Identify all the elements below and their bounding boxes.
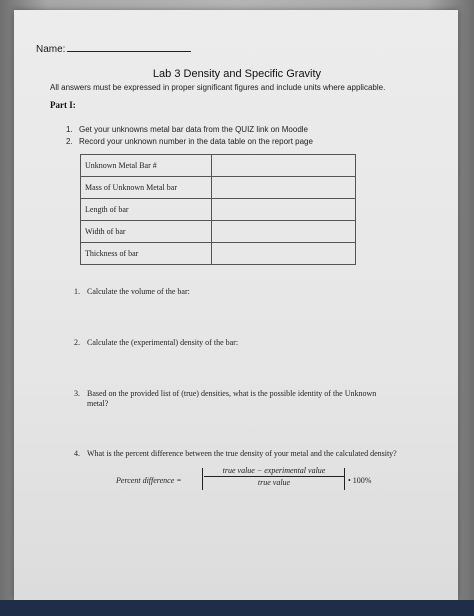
- question-text: Calculate the (experimental) density of the bar:: [87, 338, 239, 347]
- table-row-label: Thickness of bar: [81, 243, 212, 265]
- question-number: 3.: [74, 389, 80, 398]
- question-item: [74, 389, 392, 409]
- formula-denominator: true value: [257, 478, 291, 487]
- abs-bar-left: [202, 468, 203, 490]
- table-row: [81, 199, 356, 221]
- worksheet-page: [14, 10, 458, 600]
- formula-lhs: Percent difference =: [116, 476, 182, 485]
- question-number: 1.: [74, 287, 80, 296]
- question-item: [74, 287, 394, 297]
- part-heading: Part I:: [50, 100, 76, 110]
- question-text: What is the percent difference between the true density of your metal and the calculated density?: [87, 449, 397, 458]
- table-row-label: Width of bar: [81, 221, 212, 243]
- data-table: [80, 154, 356, 265]
- step-item: [66, 136, 313, 148]
- abs-bar-right: [344, 468, 345, 490]
- table-cell-value: [212, 155, 356, 177]
- table-row: [81, 177, 356, 199]
- table-row-label: Unknown Metal Bar #: [81, 155, 212, 177]
- table-row: [81, 155, 356, 177]
- step-text: Record your unknown number in the data table on the report page: [79, 137, 313, 146]
- table-cell-value: [212, 177, 356, 199]
- name-label: Name:: [36, 44, 66, 55]
- question-text: Based on the provided list of (true) densities, what is the possible identity of the Unknown metal?: [87, 389, 377, 408]
- table-row-label: Mass of Unknown Metal bar: [81, 177, 212, 199]
- question-item: [74, 338, 394, 348]
- name-field: [36, 42, 191, 55]
- table-cell-value: [212, 243, 356, 265]
- formula-multiplier: • 100%: [348, 476, 372, 485]
- step-item: [66, 124, 313, 136]
- steps-list: [66, 124, 313, 148]
- table-row: [81, 221, 356, 243]
- page-title: Lab 3 Density and Specific Gravity: [152, 68, 322, 80]
- question-text: Calculate the volume of the bar:: [87, 287, 190, 296]
- step-number: 2.: [66, 137, 73, 146]
- formula-fraction: [204, 466, 344, 487]
- table-cell-value: [212, 199, 356, 221]
- formula-numerator: true value − experimental value: [204, 466, 344, 477]
- table-row-label: Length of bar: [81, 199, 212, 221]
- screen-bezel: [0, 600, 474, 616]
- name-blank-line: [67, 42, 191, 52]
- table-row: [81, 243, 356, 265]
- step-text: Get your unknowns metal bar data from the QUIZ link on Moodle: [79, 125, 308, 134]
- table-cell-value: [212, 221, 356, 243]
- question-item: [74, 449, 414, 459]
- instructions-text: All answers must be expressed in proper significant figures and include units where applicable.: [50, 83, 386, 92]
- question-number: 4.: [74, 449, 80, 458]
- question-number: 2.: [74, 338, 80, 347]
- step-number: 1.: [66, 125, 73, 134]
